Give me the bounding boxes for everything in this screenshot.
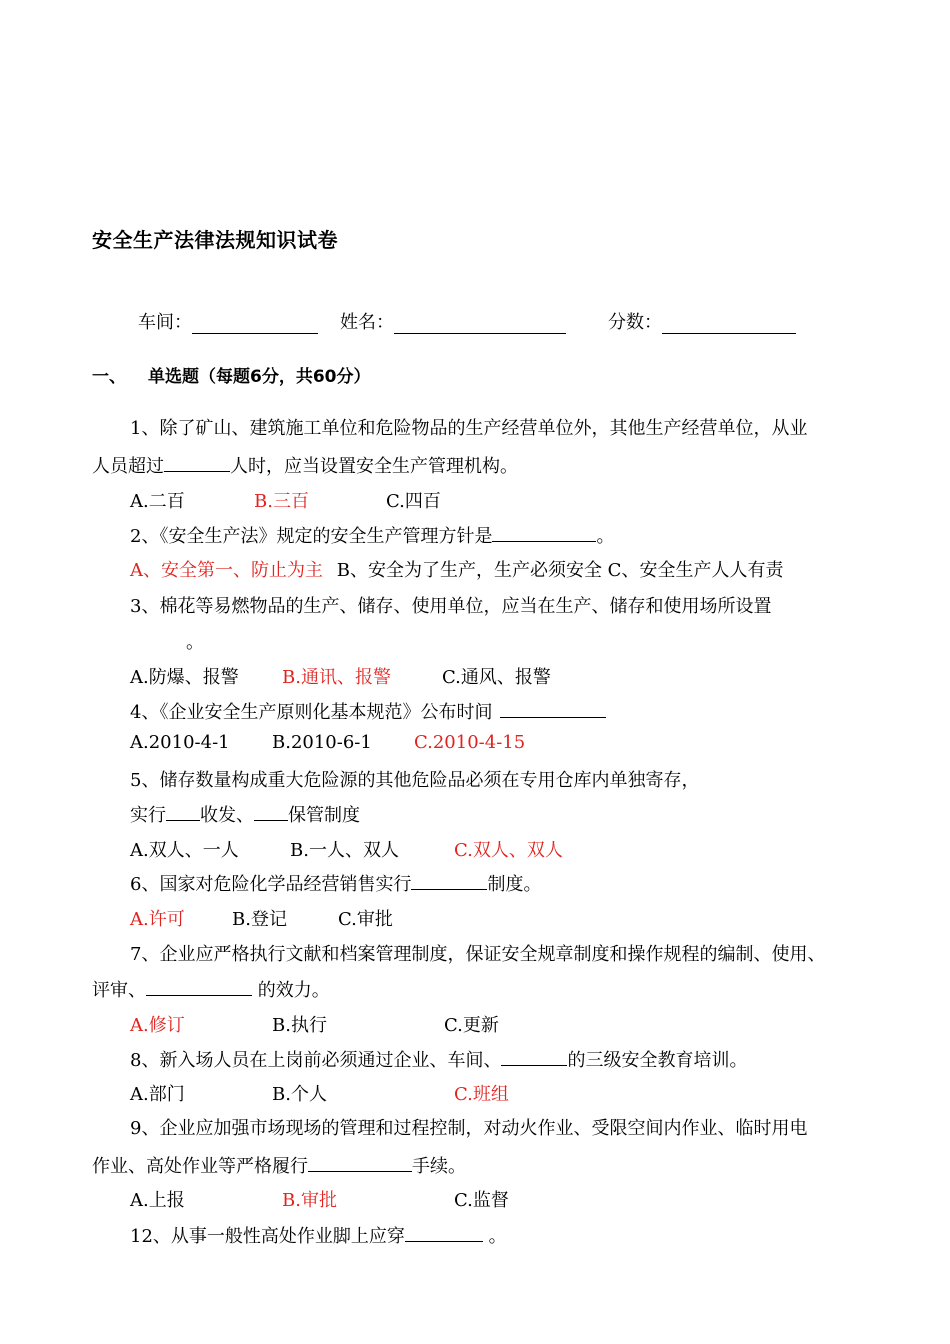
q7-option-c[interactable]: C.更新	[444, 1015, 499, 1036]
question-5-line-1: 5、储存数量构成重大危险源的其他危险品必须在专用仓库内单独寄存，	[130, 770, 700, 791]
q4-blank[interactable]	[500, 701, 606, 718]
workshop-label: 车间：	[138, 312, 192, 333]
question-6	[130, 870, 541, 896]
q2-blank[interactable]	[492, 525, 596, 542]
q9-text-pre: 作业、高处作业等严格履行	[92, 1156, 308, 1177]
q8-text-post: 的三级安全教育培训。	[567, 1050, 748, 1071]
question-9-line-2	[92, 1152, 466, 1178]
q9-option-b[interactable]: B.审批	[282, 1190, 337, 1211]
q9-option-c[interactable]: C.监督	[454, 1190, 509, 1211]
q9-blank[interactable]	[308, 1155, 412, 1172]
q1-option-c[interactable]: C.四百	[386, 491, 441, 512]
q5-text-2: 收发、	[200, 805, 254, 826]
q8-option-b[interactable]: B.个人	[272, 1084, 327, 1105]
q3-option-c[interactable]: C.通风、报警	[442, 667, 551, 688]
q4-option-c[interactable]: C.2010-4-15	[414, 732, 526, 753]
q3-option-b[interactable]: B.通讯、报警	[282, 667, 391, 688]
q1-blank[interactable]	[164, 455, 230, 472]
q6-option-c[interactable]: C.审批	[338, 909, 393, 930]
q1-option-b[interactable]: B.三百	[254, 491, 309, 512]
q7-blank[interactable]	[146, 979, 252, 996]
q12-text-post: 。	[482, 1226, 507, 1247]
q5-text-3: 保管制度	[288, 805, 360, 826]
q4-option-b[interactable]: B.2010-6-1	[272, 732, 372, 753]
q5-blank-1[interactable]	[166, 804, 200, 821]
q8-blank[interactable]	[501, 1049, 567, 1066]
name-label: 姓名：	[340, 312, 394, 333]
exam-title: 安全生产法律法规知识试卷	[92, 228, 338, 252]
question-12	[130, 1222, 507, 1248]
q7-option-b[interactable]: B.执行	[272, 1015, 327, 1036]
q1-text-pre: 人员超过	[92, 456, 164, 477]
question-2	[130, 522, 614, 548]
section-number: 一、	[92, 367, 126, 387]
q7-text-pre: 评审、	[92, 980, 146, 1001]
q2-text-pre: 2、《安全生产法》规定的安全生产管理方针是	[130, 526, 493, 547]
q8-text-pre: 8、新入场人员在上岗前必须通过企业、车间、	[130, 1050, 502, 1071]
q7-text-post: 的效力。	[252, 980, 330, 1001]
q12-text-pre: 12、从事一般性高处作业脚上应穿	[130, 1226, 405, 1247]
q5-option-c[interactable]: C.双人、双人	[454, 840, 563, 861]
q2-option-bc[interactable]: B、安全为了生产，生产必须安全 C、安全生产人人有责	[336, 560, 784, 581]
question-1-line-1: 1、除了矿山、建筑施工单位和危险物品的生产经营单位外，其他生产经营单位，从业	[130, 418, 808, 439]
q6-option-b[interactable]: B.登记	[232, 909, 287, 930]
q3-option-a[interactable]: A.防爆、报警	[130, 667, 239, 688]
q6-option-a[interactable]: A.许可	[130, 909, 185, 930]
question-8	[130, 1046, 747, 1072]
q4-option-a[interactable]: A.2010-4-1	[130, 732, 230, 753]
workshop-field[interactable]	[192, 315, 318, 334]
question-3-line-1: 3、棉花等易燃物品的生产、储存、使用单位，应当在生产、储存和使用场所设置	[130, 596, 772, 617]
q9-option-a[interactable]: A.上报	[130, 1190, 185, 1211]
q5-option-a[interactable]: A.双人、一人	[130, 840, 239, 861]
q2-options	[130, 556, 783, 582]
q6-text-post: 制度。	[487, 874, 542, 895]
question-5-line-2	[130, 801, 360, 827]
section-heading	[92, 362, 371, 387]
question-7-line-1: 7、企业应严格执行文献和档案管理制度，保证安全规章制度和操作规程的编制、使用、	[130, 944, 826, 965]
question-3-line-2: 。	[186, 632, 204, 653]
q6-text-pre: 6、国家对危险化学品经营销售实行	[130, 874, 412, 895]
q7-option-a[interactable]: A.修订	[130, 1015, 185, 1036]
score-label: 分数：	[608, 312, 662, 333]
q12-blank[interactable]	[405, 1225, 483, 1242]
q5-text-1: 实行	[130, 805, 166, 826]
q8-option-c[interactable]: C.班组	[454, 1084, 509, 1105]
question-9-line-1: 9、企业应加强市场现场的管理和过程控制，对动火作业、受限空间内作业、临时用电	[130, 1118, 808, 1139]
q2-option-a[interactable]: A、安全第一、防止为主	[130, 560, 323, 581]
q4-text: 4、《企业安全生产原则化基本规范》公布时间	[130, 702, 493, 723]
q5-option-b[interactable]: B.一人、双人	[290, 840, 399, 861]
score-field[interactable]	[662, 315, 796, 334]
question-1-line-2	[92, 452, 518, 478]
q9-text-post: 手续。	[412, 1156, 466, 1177]
q1-option-a[interactable]: A.二百	[130, 491, 185, 512]
q6-blank[interactable]	[411, 873, 487, 890]
section-label: 单选题（每题6分，共60分）	[148, 367, 371, 387]
question-4	[130, 698, 606, 724]
name-field[interactable]	[394, 315, 566, 334]
q1-text-post: 人时，应当设置安全生产管理机构。	[230, 456, 518, 477]
question-7-line-2	[92, 976, 330, 1002]
q8-option-a[interactable]: A.部门	[130, 1084, 185, 1105]
q2-text-post: 。	[596, 526, 615, 547]
q5-blank-2[interactable]	[254, 804, 288, 821]
